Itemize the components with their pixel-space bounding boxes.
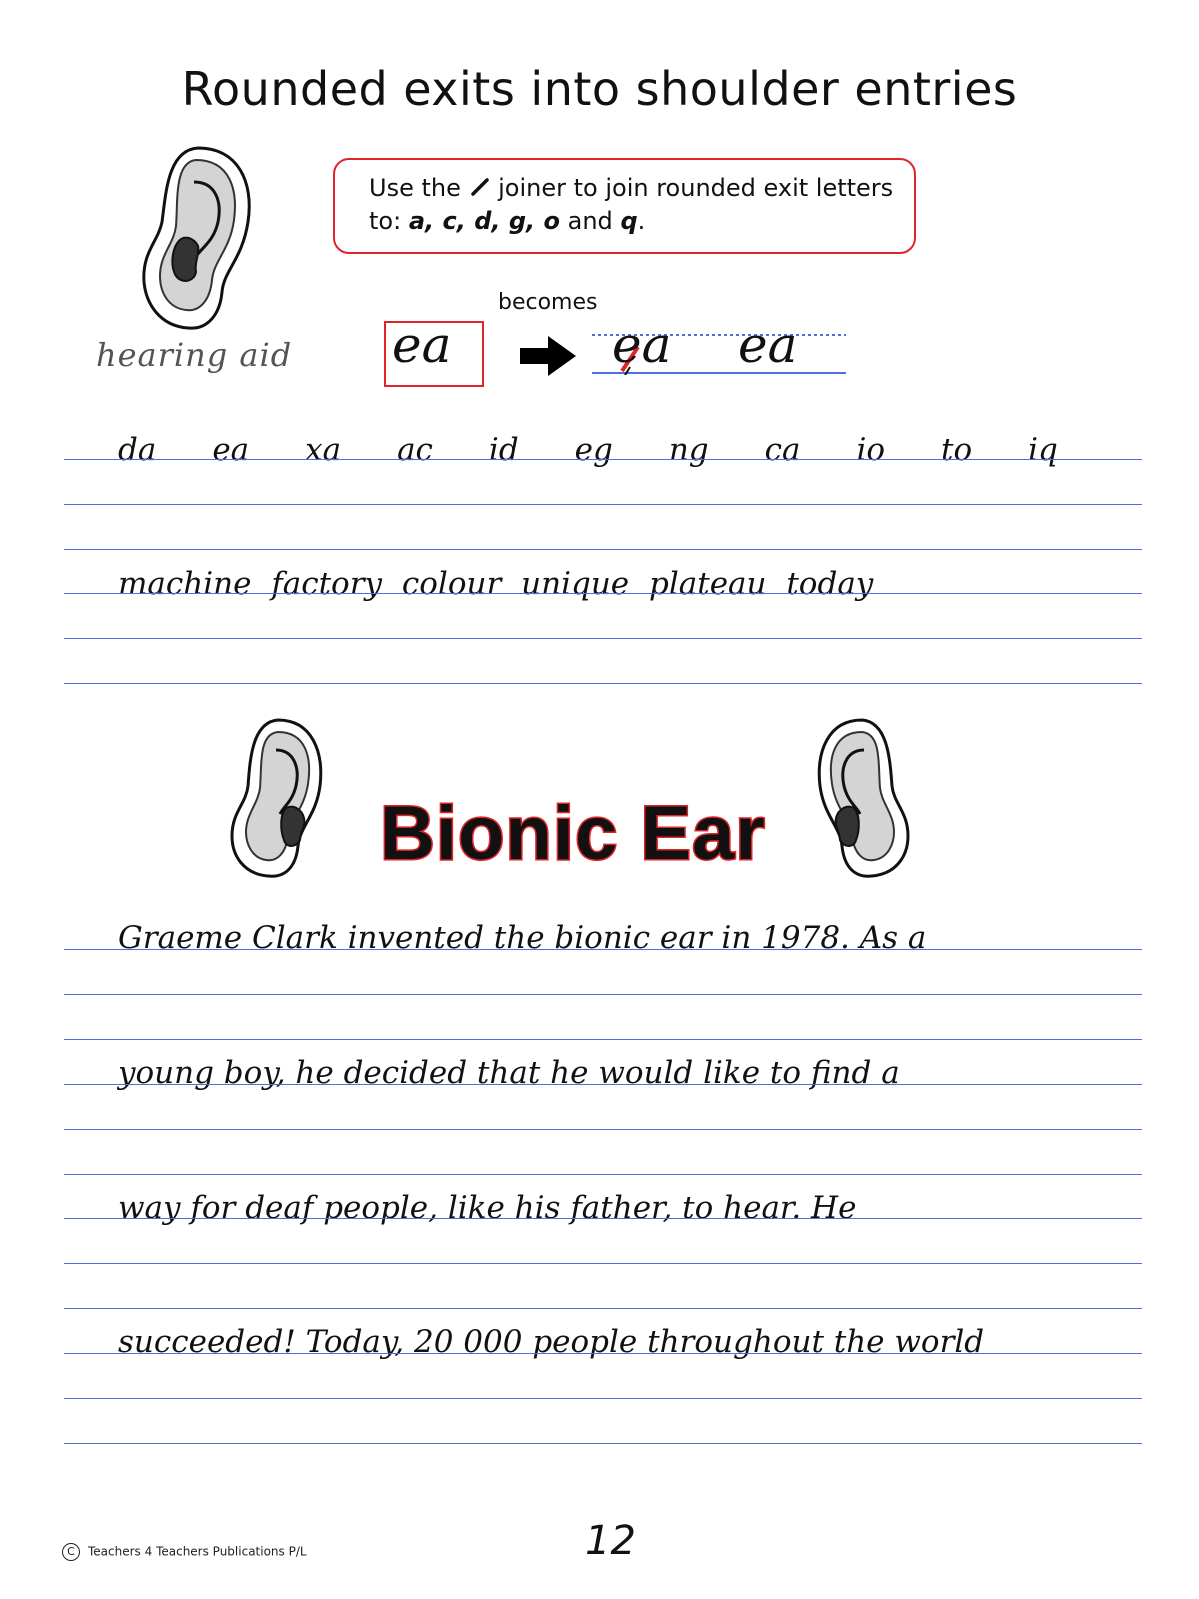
ruled-line	[64, 593, 1142, 594]
ruled-line	[64, 1263, 1142, 1264]
instruction-box	[333, 158, 916, 254]
example-before: ea	[392, 316, 452, 374]
pair-item: id	[488, 432, 519, 468]
word-practice-row: machine factory colour unique plateau today	[118, 566, 874, 602]
pair-item: ng	[668, 432, 709, 468]
ear-icon	[814, 716, 914, 880]
instruction-line-1: Use the joiner to join rounded exit letters	[369, 174, 894, 202]
ruled-line	[64, 1129, 1142, 1130]
ruled-line	[64, 1084, 1142, 1085]
paragraph-line: succeeded! Today, 20 000 people throughout the world	[118, 1324, 985, 1360]
paragraph-line: Graeme Clark invented the bionic ear in 1978. As a	[118, 920, 927, 956]
letter-pairs-row	[118, 432, 1058, 468]
ruled-line	[64, 1218, 1142, 1219]
joiner-icon	[469, 174, 491, 196]
pair-item: da	[118, 432, 157, 468]
arrow-right-icon	[518, 334, 578, 378]
hearing-aid-caption: hearing aid	[96, 336, 293, 374]
pair-item: ac	[397, 432, 433, 468]
instruction-line-2: to: a, c, d, g, o and q.	[369, 207, 646, 235]
ear-icon	[138, 142, 254, 332]
page-number: 12	[585, 1518, 636, 1564]
copyright-icon: C	[62, 1543, 80, 1561]
section-heading: Bionic Ear	[380, 791, 766, 876]
paragraph-line: way for deaf people, like his father, to hear. He	[118, 1190, 857, 1226]
ruled-line	[64, 949, 1142, 950]
ruled-line	[64, 638, 1142, 639]
pair-item: xa	[305, 432, 342, 468]
ruled-line	[64, 549, 1142, 550]
ruled-line	[64, 1039, 1142, 1040]
ruled-line	[64, 1308, 1142, 1309]
page-title: Rounded exits into shoulder entries	[181, 62, 1018, 116]
ruled-line	[64, 683, 1142, 684]
letter-list: a, c, d, g, o	[408, 207, 560, 235]
paragraph-line: young boy, he decided that he would like to find a	[118, 1055, 900, 1091]
pair-item: ea	[212, 432, 250, 468]
example-after-1: ea	[612, 316, 672, 374]
ruled-line	[64, 1353, 1142, 1354]
ruled-line	[64, 994, 1142, 995]
letter-q: q	[620, 207, 638, 235]
ruled-line	[64, 459, 1142, 460]
ruled-line	[64, 504, 1142, 505]
example-after-2: ea	[738, 316, 798, 374]
ear-icon	[226, 716, 326, 880]
ruled-line	[64, 1398, 1142, 1399]
pair-item: eg	[574, 432, 613, 468]
pair-item: to	[941, 432, 973, 468]
publisher-name: Teachers 4 Teachers Publications P/L	[88, 1544, 307, 1559]
pair-item: iq	[1028, 432, 1058, 468]
ruled-line	[64, 1174, 1142, 1175]
ruled-line	[64, 1443, 1142, 1444]
copyright-notice	[62, 1543, 307, 1561]
becomes-label: becomes	[498, 290, 598, 315]
pair-item: io	[856, 432, 886, 468]
pair-item: ca	[764, 432, 801, 468]
